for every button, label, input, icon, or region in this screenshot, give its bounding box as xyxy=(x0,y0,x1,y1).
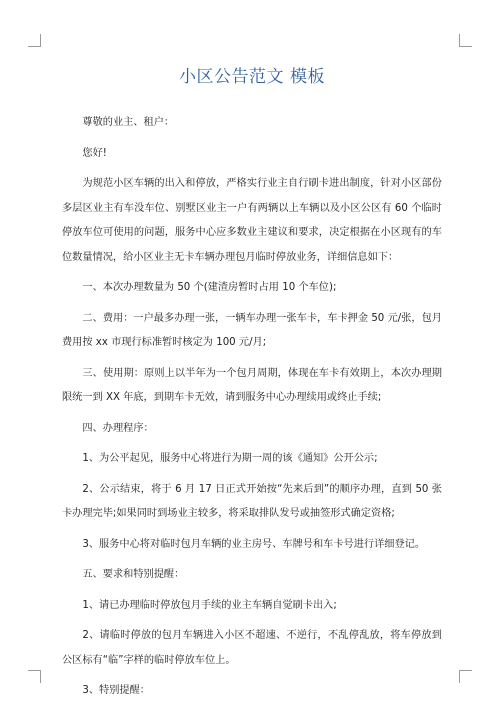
section-quantity: 一、本次办理数量为 50 个(建渣房暂时占用 10 个车位); xyxy=(82,282,337,293)
corner-mark-bottom-right xyxy=(459,670,472,683)
corner-mark-bottom-left xyxy=(28,670,41,683)
greeting-hello: 您好! xyxy=(82,147,107,159)
section-procedure-heading: 四、办理程序： xyxy=(82,422,154,434)
procedure-item-2: 2、公示结束，将于 6 月 17 日正式开始按“先来后到”的顺序办理，直到 50 张卡办理完毕;如果同时到场业主较多，将采取排队发号或抽签形式确定资格; xyxy=(62,483,442,519)
procedure-item-1: 1、为公平起见，服务中心将进行为期一周的该《通知》公开公示; xyxy=(82,453,378,464)
requirement-item-1: 1、请已办理临时停放包月手续的业主车辆自觉刷卡出入; xyxy=(82,599,337,611)
requirement-item-2: 2、请临时停放的包月车辆进入小区不超速、不逆行，不乱停乱放，将车停放到公区标有“临”字样的临时停放车位上。 xyxy=(62,630,442,666)
intro-paragraph: 为规范小区车辆的出入和停放，严格实行业主自行刷卡进出制度，针对小区部份多层区业主有车没车位、别墅区业主一户有两辆以上车辆以及小区公区有 60 个临时停放车位可使用的问题，服务中心应多数业主建议和要求，决定根据在小区现有的车位数量情况，给小区业主无卡车辆办理包月临时停放业务，详细信息如下： xyxy=(62,178,442,263)
corner-mark-top-right xyxy=(459,34,472,47)
requirement-item-3: 3、特别提醒： xyxy=(82,685,150,696)
greeting-recipient: 尊敬的业主、租户： xyxy=(82,117,175,128)
section-requirements-heading: 五、要求和特别提醒： xyxy=(82,569,185,580)
section-fees: 二、费用：一户最多办理一张，一辆车办理一张车卡，车卡押金 50 元/张，包月费用按 xx 市现行标准暂时核定为 100 元/月; xyxy=(62,312,442,348)
document-page xyxy=(62,62,442,710)
document-title: 小区公告范文 模板 xyxy=(179,67,325,87)
corner-mark-top-left xyxy=(28,34,41,47)
procedure-item-3: 3、服务中心将对临时包月车辆的业主房号、车牌号和车卡号进行详细登记。 xyxy=(82,538,426,550)
section-period: 三、使用期：原则上以半年为一个包月周期，体现在车卡有效期上，本次办理期限统一到 XX 年底，到期车卡无效，请到服务中心办理续用或终止手续; xyxy=(62,367,442,403)
